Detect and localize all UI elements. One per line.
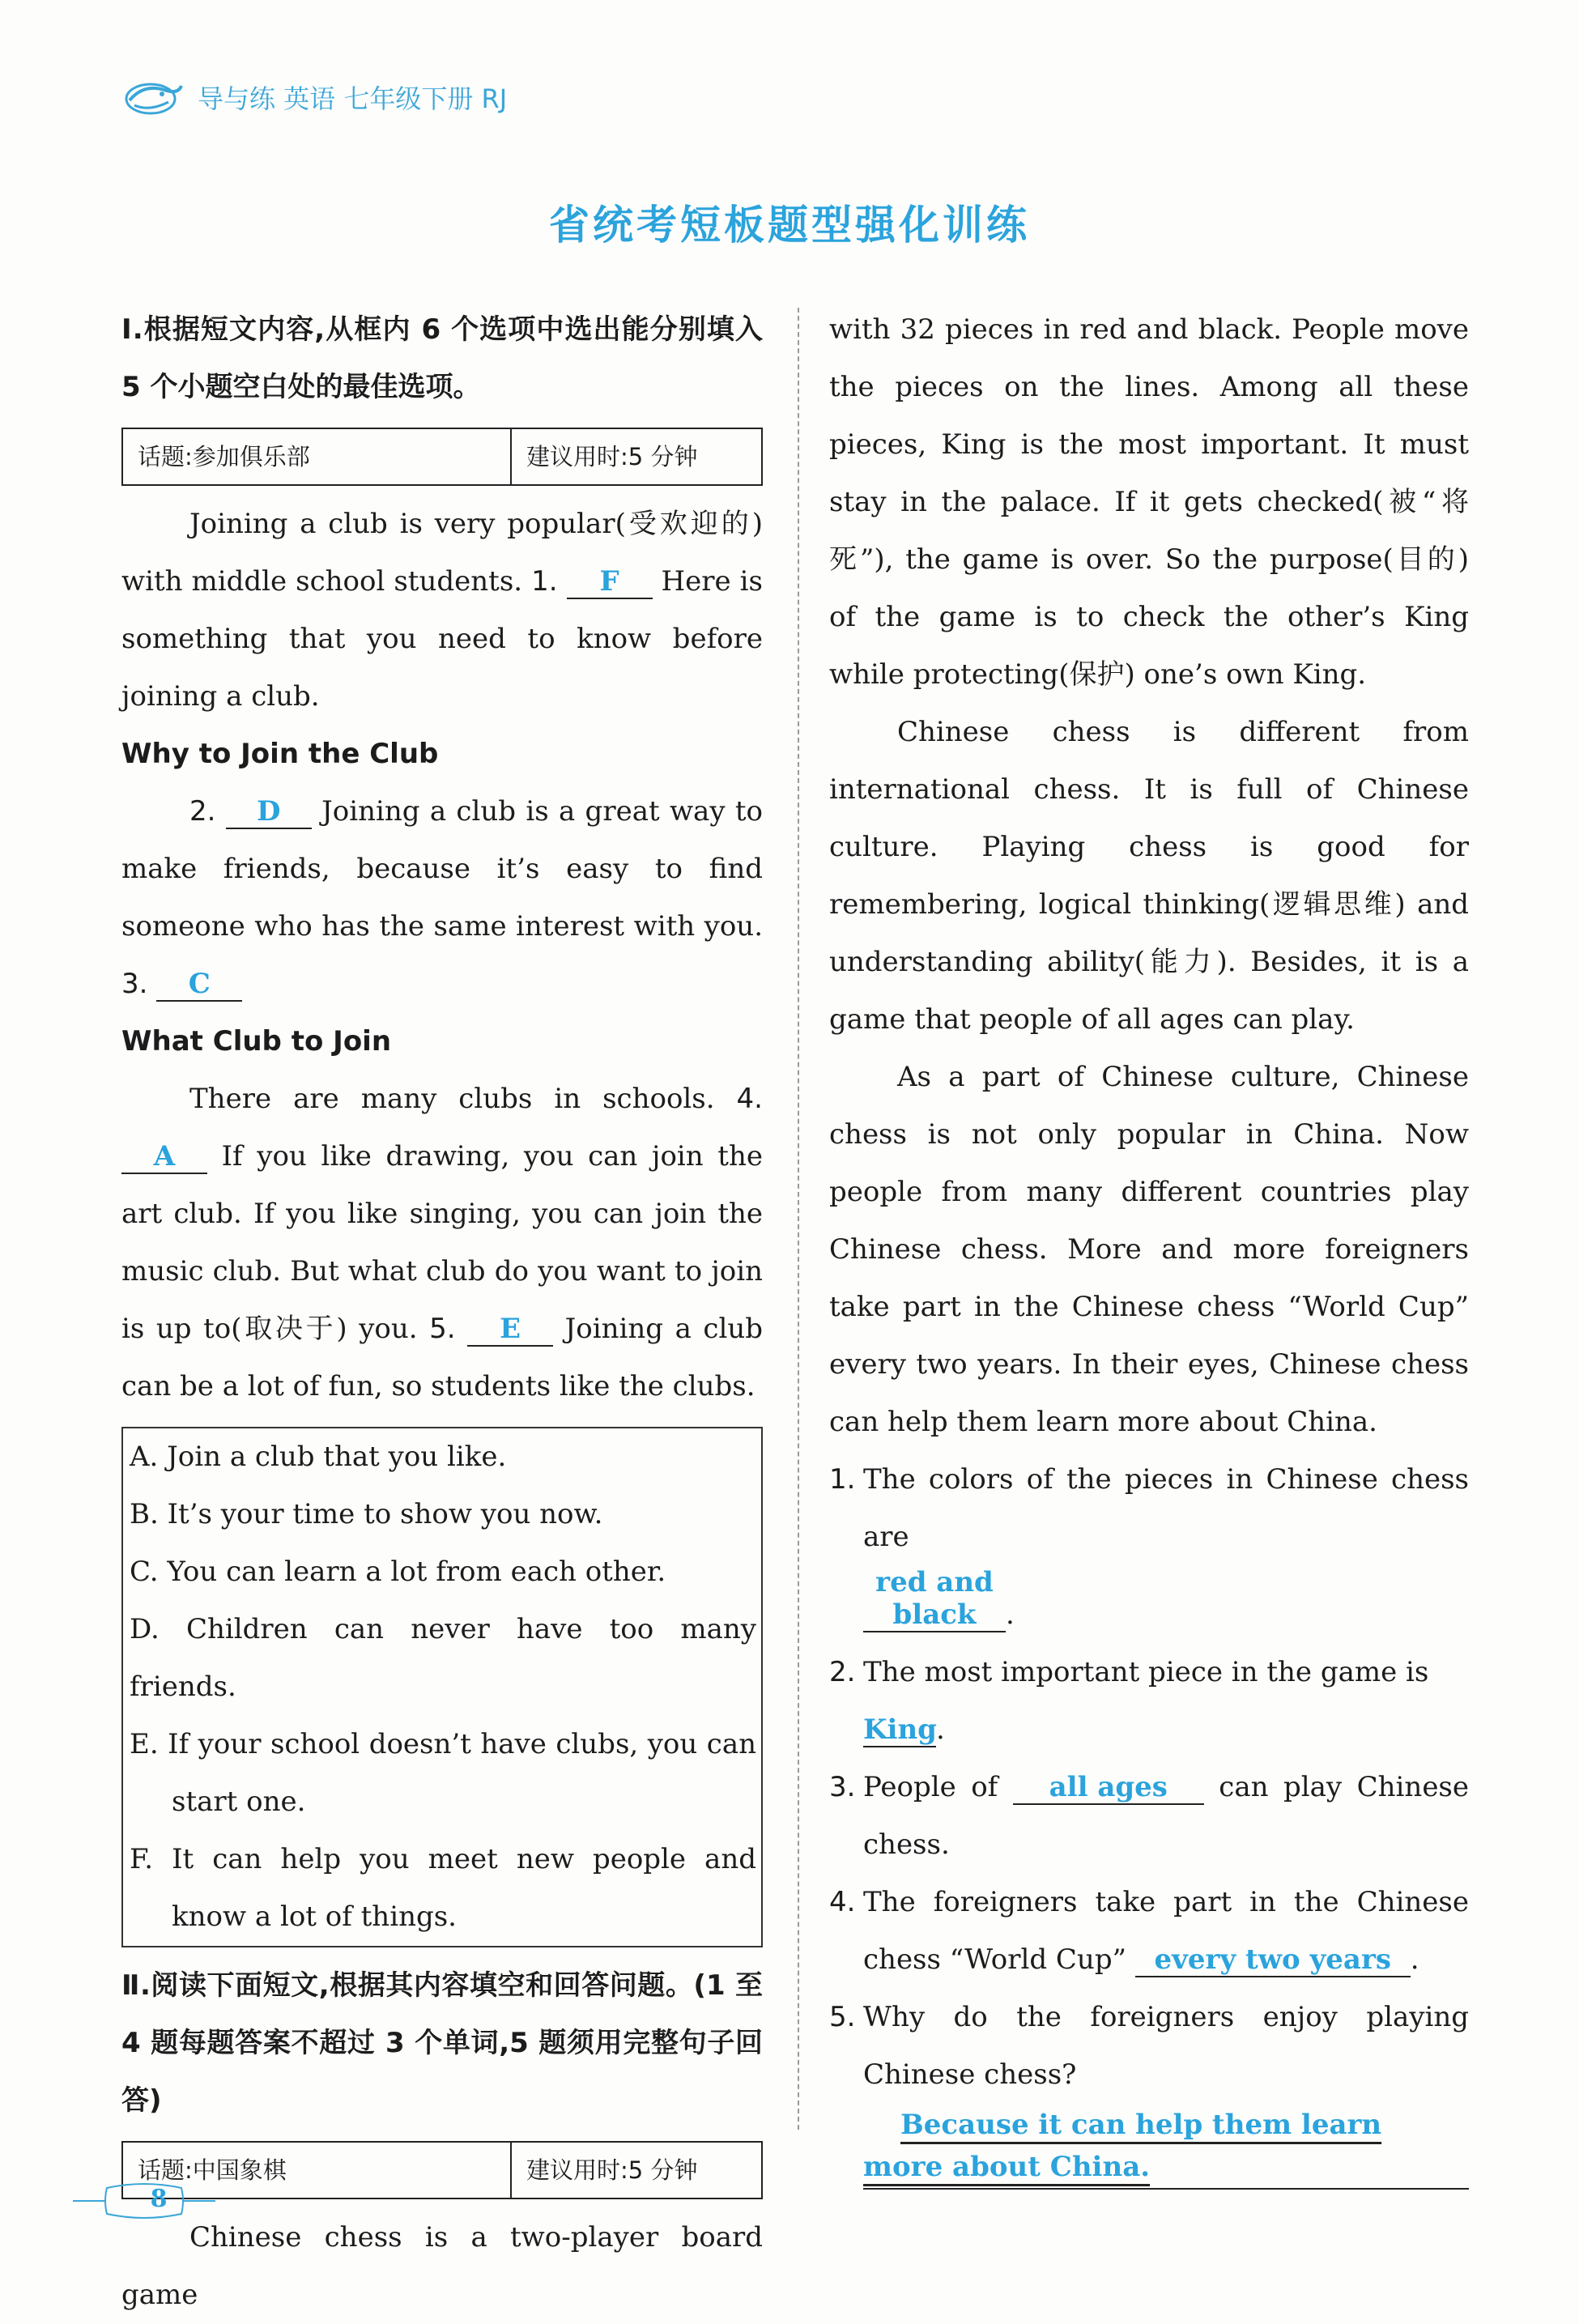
option-f: F. It can help you meet new people and know a lot of things. [130, 1843, 756, 1933]
answer-blank: all ages [1013, 1771, 1204, 1805]
section2-time: 建议用时:5 分钟 [510, 2143, 761, 2198]
page-header [120, 76, 507, 118]
answer-blank: every two years [1135, 1943, 1411, 1977]
passage1-paragraph1 [121, 496, 763, 726]
question-1 [829, 1451, 1469, 1644]
question-text: The foreigners take part in the Chinese chess “World Cup” [863, 1886, 1469, 1976]
question-text: People of [863, 1771, 998, 1803]
passage1-paragraph3 [121, 1070, 763, 1415]
option-c: C. You can learn a lot from each other. [130, 1556, 666, 1588]
answer-blank: King [863, 1713, 937, 1746]
answer-blank-4: A [121, 1140, 207, 1174]
question-text: Why do the foreigners enjoy playing Chinese chess? [863, 2001, 1469, 2091]
answer-blank: red and black [863, 1566, 1006, 1632]
passage2-paragraph1-start: Chinese chess is a two-player board game [121, 2221, 763, 2311]
question-number: 5. [829, 2001, 856, 2033]
passage-text: Joining a club is a great way to make friends, because it’s easy to find someone who has the same interest with you. [121, 795, 763, 943]
question-4 [829, 1874, 1469, 1989]
section2-heading: Ⅱ.阅读下面短文,根据其内容填空和回答问题。(1 至 4 题每题答案不超过 3 个单词,5 题须用完整句子回答) [121, 1969, 763, 2117]
blank-number-5: 5. [429, 1313, 456, 1345]
blank-number-4: 4. [736, 1083, 763, 1115]
option-b: B. It’s your time to show you now. [130, 1498, 603, 1530]
section2-topic-box [121, 2141, 763, 2199]
question-text: The colors of the pieces in Chinese chess are [863, 1463, 1469, 1553]
question-5 [829, 1989, 1469, 2196]
options-box [121, 1427, 763, 1947]
passage-text: Joining a club is very popular(受欢迎的) with middle school students. [121, 508, 763, 598]
question-number: 2. [829, 1656, 856, 1688]
subheading-what-club: What Club to Join [121, 1025, 392, 1058]
question-2 [829, 1644, 1469, 1759]
answer-blank-1: F [567, 565, 653, 599]
question-punct: . [1410, 1943, 1419, 1976]
answer-blank-2: D [226, 795, 312, 829]
section1-topic-box [121, 428, 763, 486]
section2-topic: 话题:中国象棋 [138, 2156, 287, 2184]
blank-number-2: 2. [189, 795, 216, 828]
passage-text: Joining a club can be a lot of fun, so students like the clubs. [121, 1313, 763, 1402]
question-punct: can play Chinese chess. [863, 1771, 1470, 1861]
option-e: E. If your school doesn’t have clubs, you can start one. [130, 1728, 756, 1818]
passage2-paragraph2: Chinese chess is different from international chess. It is full of Chinese culture. Playing chess is good for remembering, logical thinking(逻辑思维) and understanding ability(能力). Besides, it is a game that people of all ages can play. [829, 716, 1469, 1036]
answer-blank-3: C [156, 968, 242, 1002]
section1-topic: 话题:参加俱乐部 [138, 442, 310, 470]
question-number: 3. [829, 1771, 856, 1803]
question-number: 4. [829, 1886, 856, 1918]
question-text: The most important piece in the game is [863, 1656, 1429, 1688]
dolphin-logo-icon [120, 76, 188, 118]
passage2-paragraph1: with 32 pieces in red and black. People move the pieces on the lines. Among all these pieces, King is the most important. It must stay in the palace. If it gets checked(被“将死”), the game is over. So the purpose(目的) of the game is to check the other’s King while protecting(保护) one’s own King. [829, 313, 1469, 691]
passage-text: If you like drawing, you can join the art club. If you like singing, you can join the music club. But what club do you want to join is up to(取决于) you. [121, 1140, 763, 1345]
blank-number-1: 1. [531, 565, 558, 598]
page-title: 省统考短板题型强化训练 [549, 202, 1030, 249]
subheading-why-join: Why to Join the Club [121, 738, 439, 770]
option-a: A. Join a club that you like. [130, 1441, 507, 1473]
question-punct: . [936, 1713, 945, 1746]
question-number: 1. [829, 1463, 856, 1496]
column-divider [798, 308, 799, 2130]
section1-time: 建议用时:5 分钟 [510, 429, 761, 484]
answer-blank-5: E [467, 1313, 553, 1347]
question-3 [829, 1759, 1469, 1874]
passage-text: Here is something that you need to know before joining a club. [121, 565, 763, 713]
left-column [121, 301, 763, 2311]
answer-blank: Because it can help them learn more about China. [863, 2104, 1469, 2190]
blank-number-3: 3. [121, 968, 148, 1000]
section1-heading: Ⅰ.根据短文内容,从框内 6 个选项中选出能分别填入 5 个小题空白处的最佳选项。 [121, 313, 763, 403]
passage-text: There are many clubs in schools. [189, 1083, 737, 1115]
question-punct: . [1006, 1598, 1015, 1631]
header-text: 导与练 英语 七年级下册 RJ [198, 83, 508, 114]
option-d: D. Children can never have too many friends. [130, 1613, 756, 1703]
right-column [829, 301, 1469, 2196]
passage1-paragraph2 [121, 783, 763, 1013]
passage2-paragraph3: As a part of Chinese culture, Chinese chess is not only popular in China. Now people from many different countries play Chinese chess. More and more foreigners take part in the Chinese chess “World Cup” every two years. In their eyes, Chinese chess can help them learn more about China. [829, 1061, 1469, 1438]
page-number: 8 [150, 2185, 168, 2213]
